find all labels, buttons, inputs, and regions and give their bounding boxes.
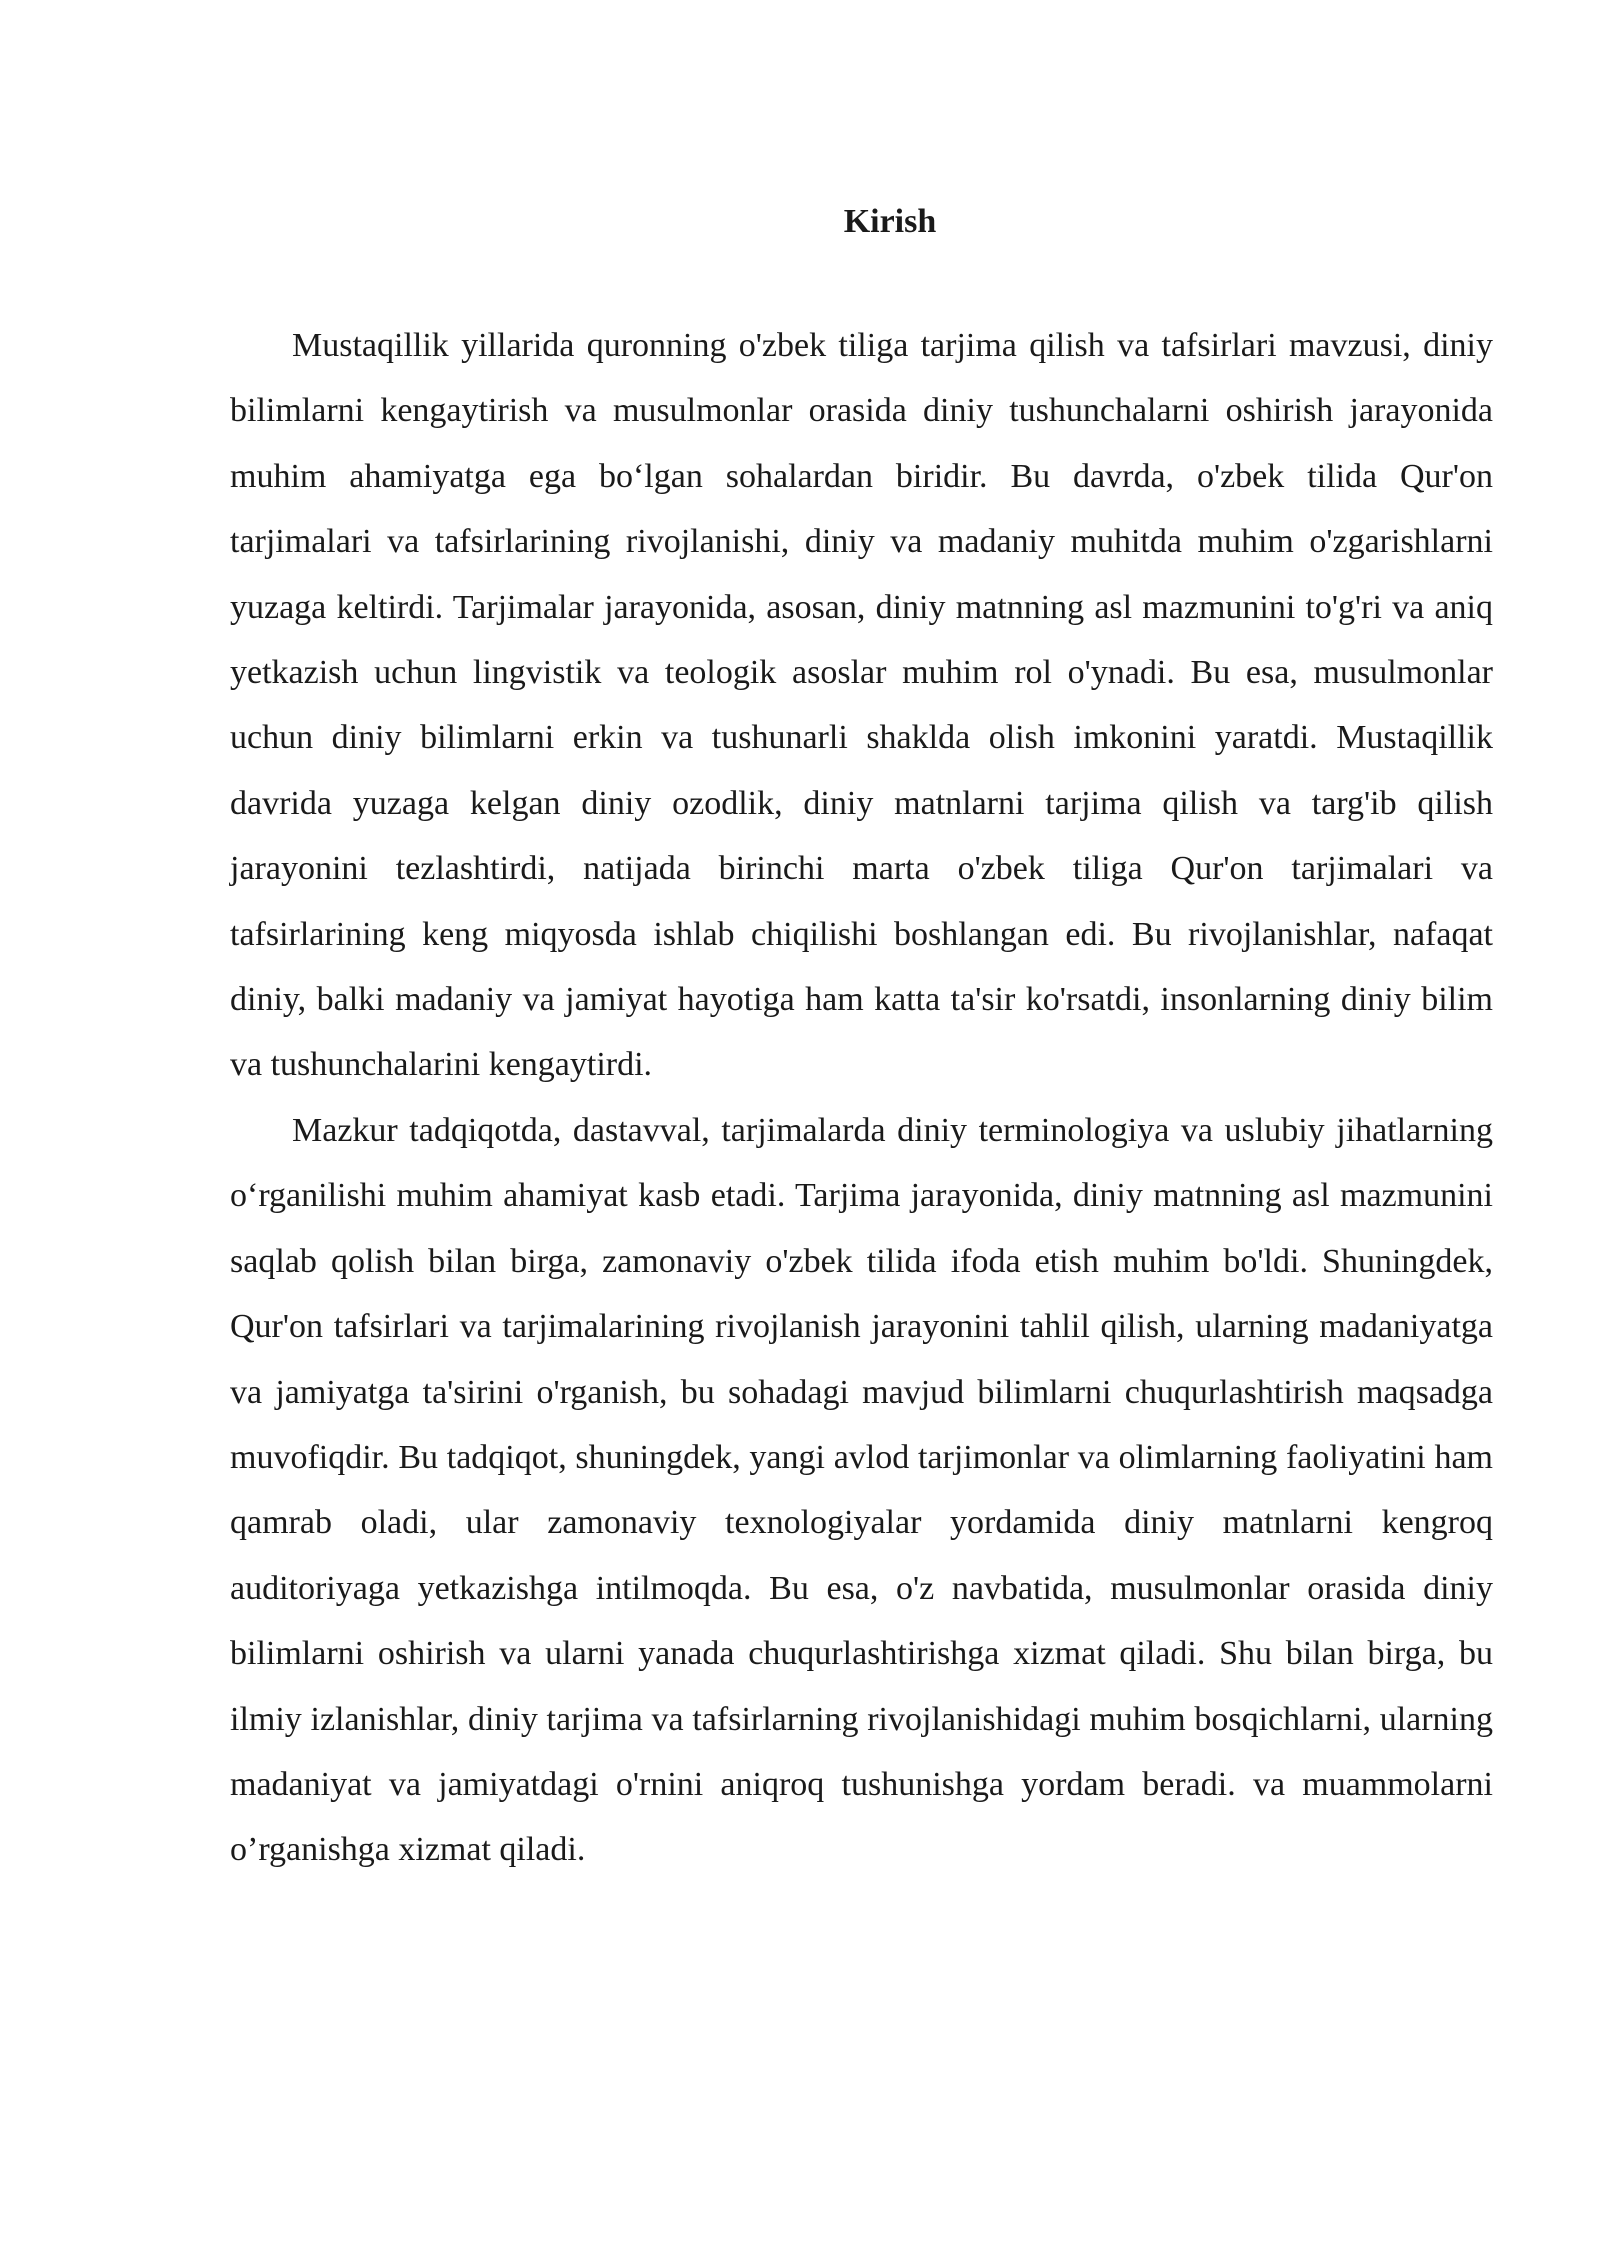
document-body: [230, 313, 1493, 1883]
paragraph: Mazkur tadqiqotda, dastavval, tarjimalarda diniy terminologiya va uslubiy jihatlarning o‘rganilishi muhim ahamiyat kasb etadi. Tarjima jarayonida, diniy matnning asl mazmunini saqlab qolish bilan birga, zamonaviy o'zbek tilida ifoda etish muhim bo'ldi. Shuningdek, Qur'on tafsirlari va tarjimalarining rivojlanish jarayonini tahlil qilish, ularning madaniyatga va jamiyatga ta'sirini o'rganish, bu sohadagi mavjud bilimlarni chuqurlashtirish maqsadga muvofiqdir. Bu tadqiqot, shuningdek, yangi avlod tarjimonlar va olimlarning faoliyatini ham qamrab oladi, ular zamonaviy texnologiyalar yordamida diniy matnlarni kengroq auditoriyaga yetkazishga intilmoqda. Bu esa, o'z navbatida, musulmonlar orasida diniy bilimlarni oshirish va ularni yanada chuqurlashtirishga xizmat qiladi. Shu bilan birga, bu ilmiy izlanishlar, diniy tarjima va tafsirlarning rivojlanishidagi muhim bosqichlarni, ularning madaniyat va jamiyatdagi o'rnini aniqroq tushunishga yordam beradi. va muammolarni o’rganishga xizmat qiladi.: [230, 1111, 1493, 1869]
page-title: Kirish: [843, 203, 937, 240]
paragraph: Mustaqillik yillarida quronning o'zbek tiliga tarjima qilish va tafsirlari mavzusi, diniy bilimlarni kengaytirish va musulmonlar orasida diniy tushunchalarni oshirish jarayonida muhim ahamiyatga ega bo‘lgan sohalardan biridir. Bu davrda, o'zbek tilida Qur'on tarjimalari va tafsirlarining rivojlanishi, diniy va madaniy muhitda muhim o'zgarishlarni yuzaga keltirdi. Tarjimalar jarayonida, asosan, diniy matnning asl mazmunini to'g'ri va aniq yetkazish uchun lingvistik va teologik asoslar muhim rol o'ynadi. Bu esa, musulmonlar uchun diniy bilimlarni erkin va tushunarli shaklda olish imkonini yaratdi. Mustaqillik davrida yuzaga kelgan diniy ozodlik, diniy matnlarni tarjima qilish va targ'ib qilish jarayonini tezlashtirdi, natijada birinchi marta o'zbek tiliga Qur'on tarjimalari va tafsirlarining keng miqyosda ishlab chiqilishi boshlangan edi. Bu rivojlanishlar, nafaqat diniy, balki madaniy va jamiyat hayotiga ham katta ta'sir ko'rsatdi, insonlarning diniy bilim va tushunchalarini kengaytirdi.: [230, 327, 1493, 1084]
